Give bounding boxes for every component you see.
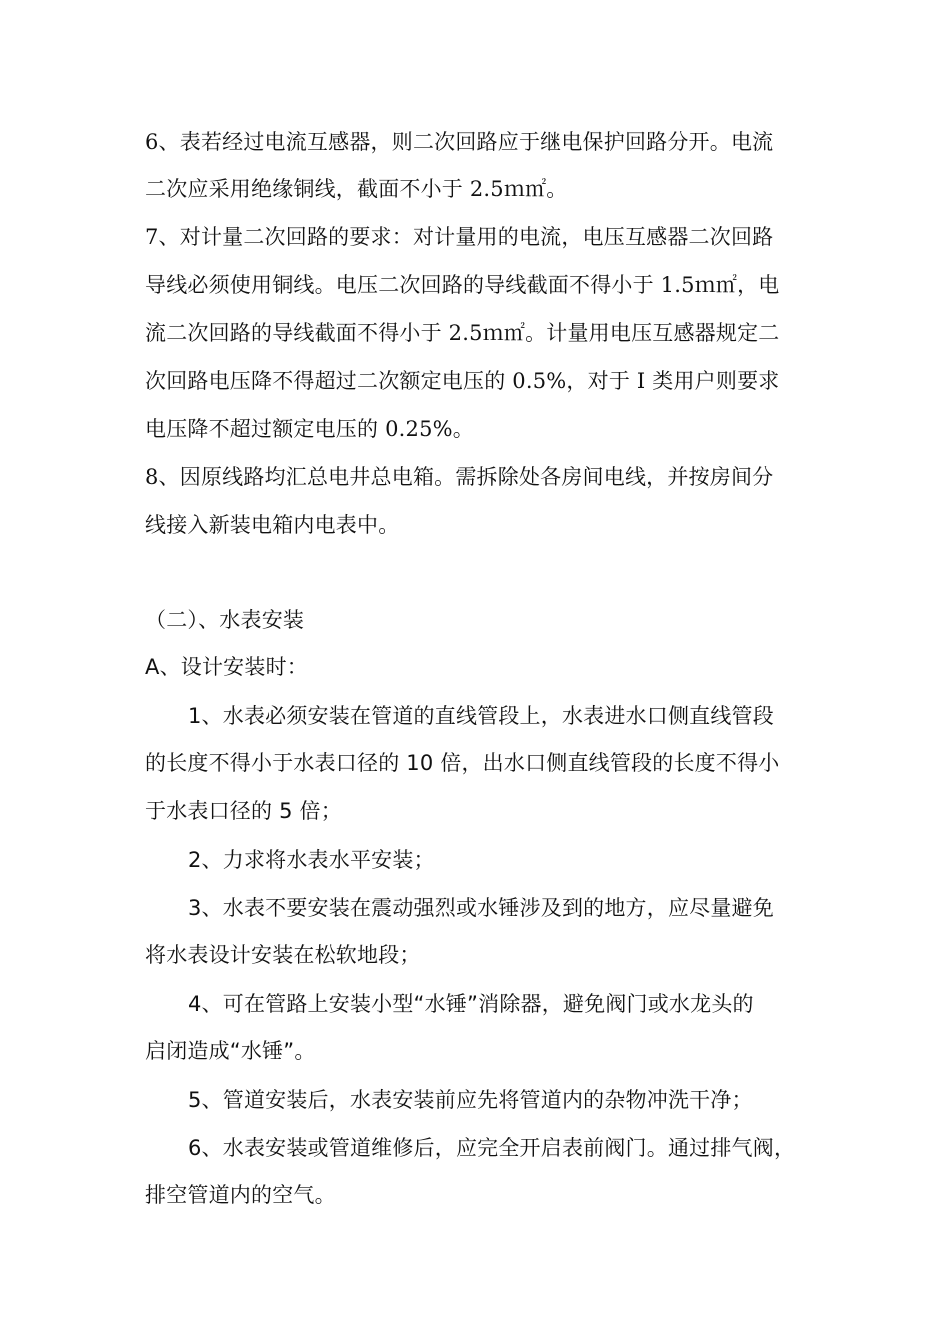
water-item3-line2: 将水表设计安装在松软地段； <box>145 943 421 967</box>
water-item1-line2: 的长度不得小于水表口径的 10 倍，出水口侧直线管段的长度不得小 <box>145 751 780 775</box>
section-heading: （二）、水表安装 <box>145 608 305 632</box>
water-item6-line1: 6、水表安装或管道维修后，应完全开启表前阀门。通过排气阀， <box>188 1136 796 1160</box>
item7-line3: 流二次回路的导线截面不得小于 2.5ｍ㎡。计量用电压互感器规定二 <box>145 321 780 345</box>
item6-line1: 6、表若经过电流互感器，则二次回路应于继电保护回路分开。电流 <box>145 130 774 154</box>
water-item3-line1: 3、水表不要安装在震动强烈或水锤涉及到的地方，应尽量避免 <box>188 896 774 920</box>
water-item4-line2: 启闭造成“水锤”。 <box>145 1039 316 1063</box>
water-item1-line1: 1、水表必须安装在管道的直线管段上，水表进水口侧直线管段 <box>188 704 774 728</box>
item8-line2: 线接入新装电箱内电表中。 <box>145 513 400 537</box>
item7-line2: 导线必须使用铜线。电压二次回路的导线截面不得小于 1.5ｍ㎡，电 <box>145 273 780 297</box>
section-subheading: A、设计安装时： <box>145 655 308 679</box>
water-item4-line1: 4、可在管路上安装小型“水锤”消除器，避免阀门或水龙头的 <box>188 992 754 1016</box>
item8-line1: 8、因原线路均汇总电井总电箱。需拆除处各房间电线，并按房间分 <box>145 465 774 489</box>
water-item5-line1: 5、管道安装后，水表安装前应先将管道内的杂物冲洗干净； <box>188 1088 753 1112</box>
water-item2-line1: 2、力求将水表水平安装； <box>188 848 435 872</box>
item7-line4: 次回路电压降不得超过二次额定电压的 0.5%，对于 I 类用户则要求 <box>145 369 780 393</box>
item7-line1: 7、对计量二次回路的要求：对计量用的电流，电压互感器二次回路 <box>145 225 774 249</box>
water-item1-line3: 于水表口径的 5 倍； <box>145 799 342 823</box>
item7-line5: 电压降不超过额定电压的 0.25%。 <box>145 417 474 441</box>
item6-line2: 二次应采用绝缘铜线，截面不小于 2.5ｍ㎡。 <box>145 177 568 201</box>
water-item6-line2: 排空管道内的空气。 <box>145 1183 336 1207</box>
